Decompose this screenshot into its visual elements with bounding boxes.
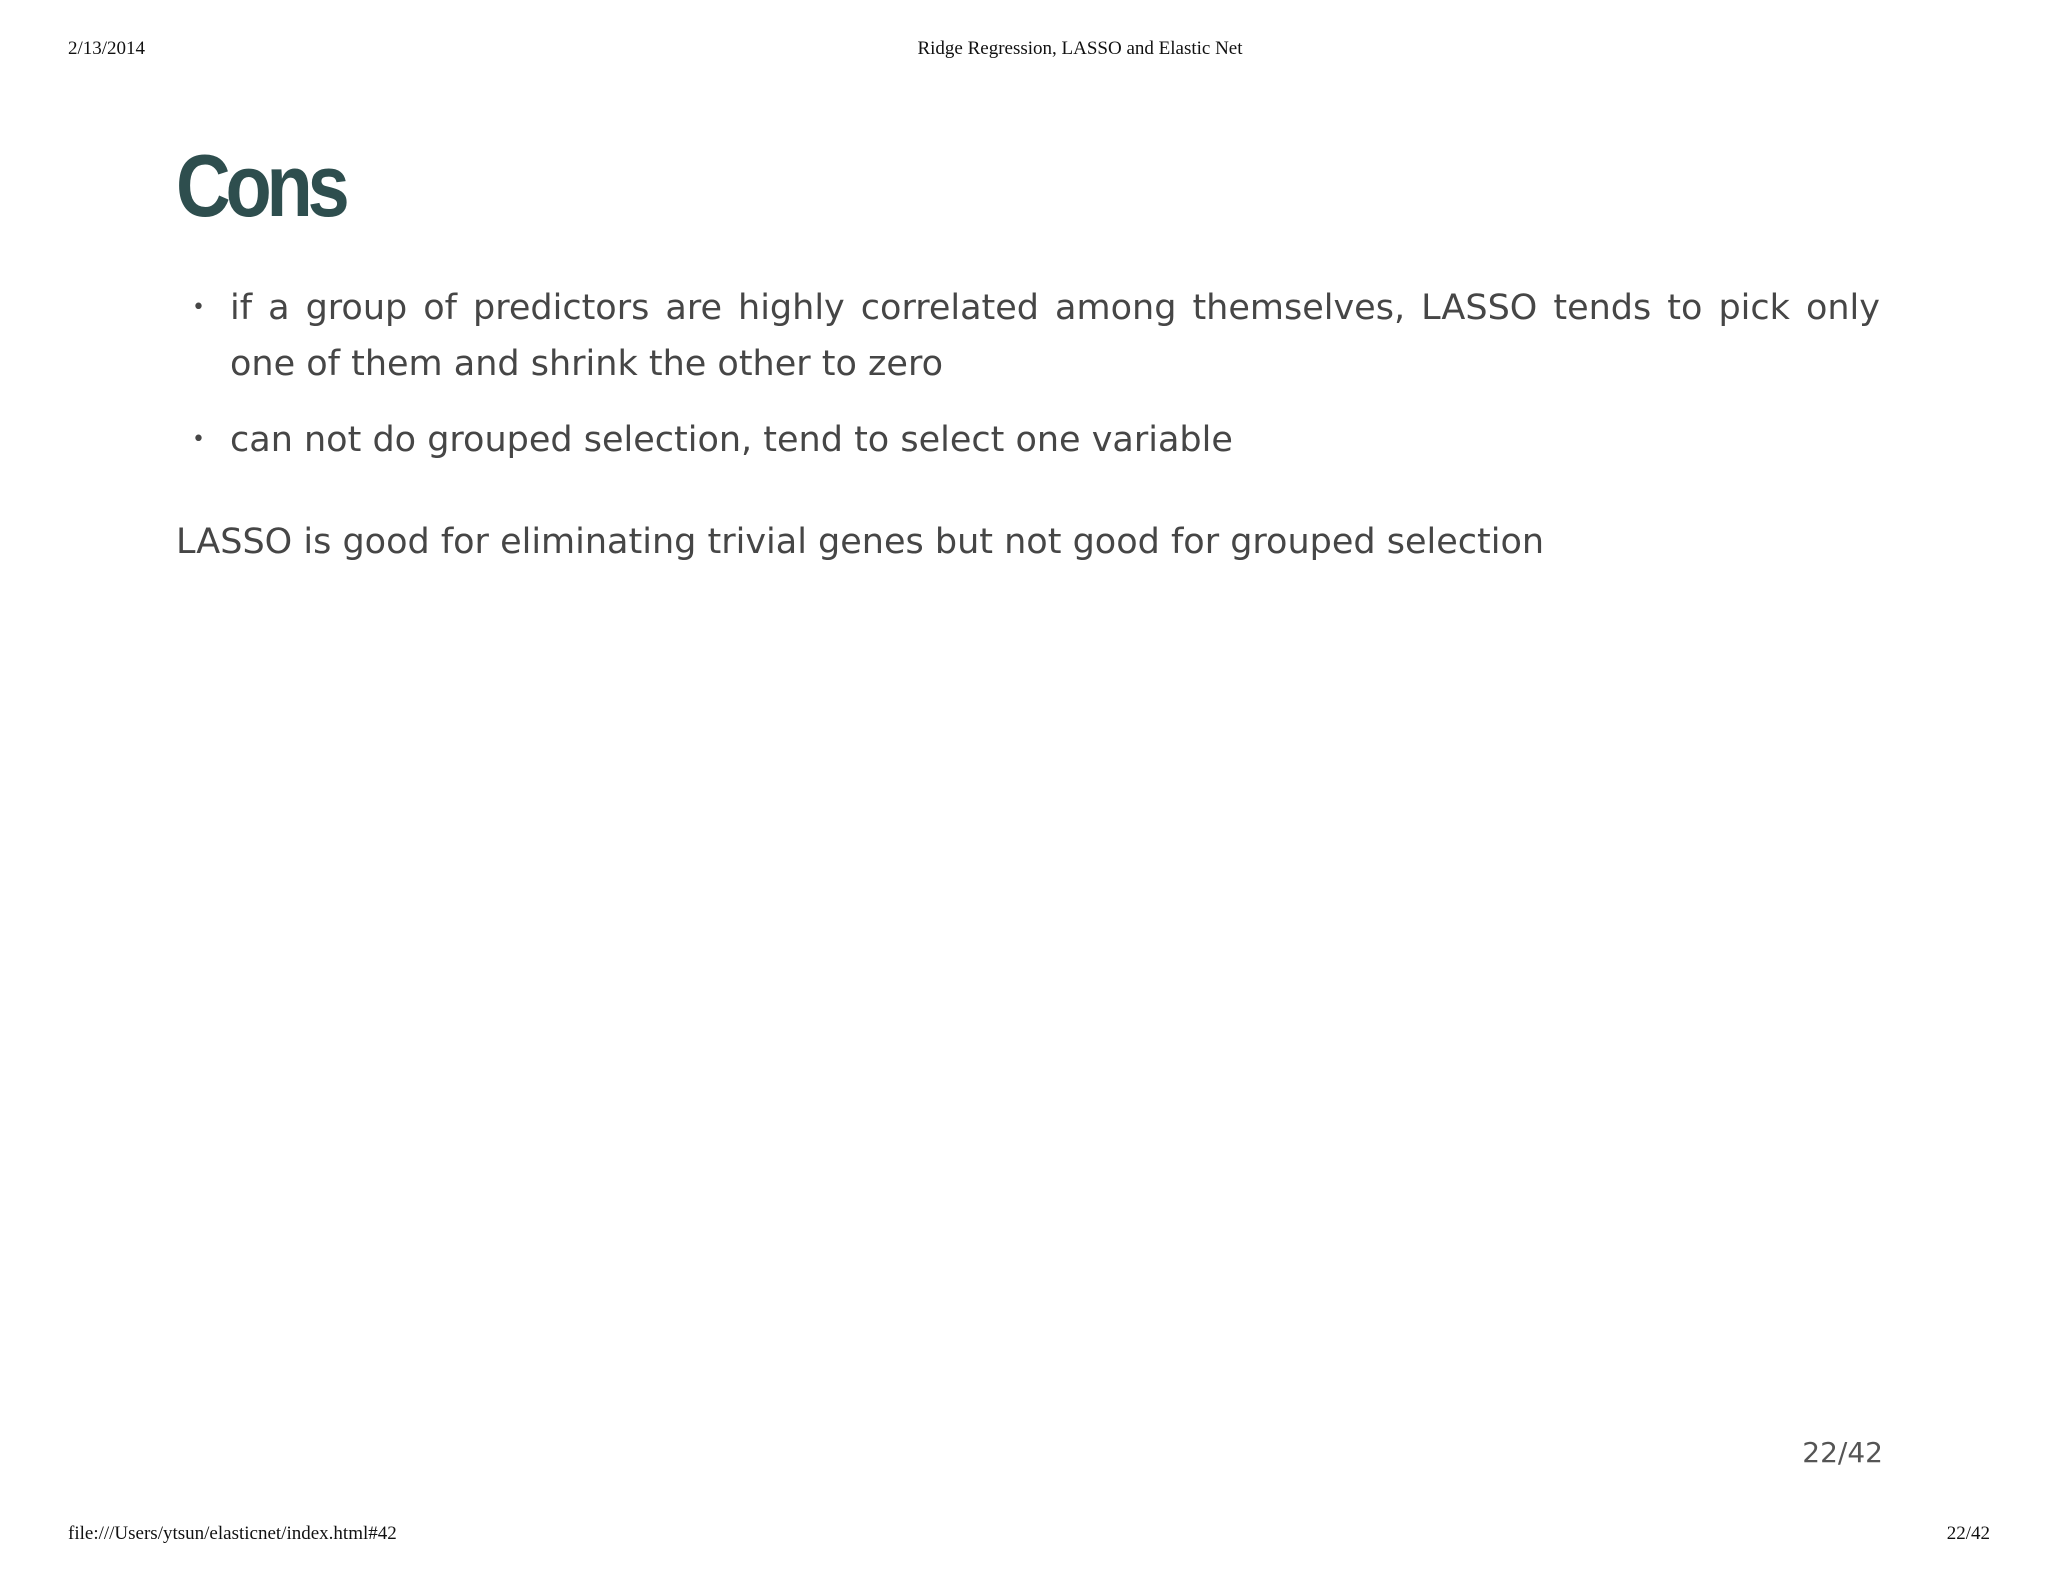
bullet-list — [176, 280, 1880, 488]
bullet-dot-icon: • — [192, 427, 205, 452]
bullet-text: can not do grouped selection, tend to select one variable — [230, 420, 1233, 460]
print-page-number: 22/42 — [1946, 1523, 1990, 1544]
print-date: 2/13/2014 — [68, 38, 146, 59]
summary-note: LASSO is good for eliminating trivial genes but not good for grouped selection — [176, 522, 1545, 562]
print-document-title: Ridge Regression, LASSO and Elastic Net — [917, 38, 1243, 59]
bullet-text: if a group of predictors are highly correlated among themselves, LASSO tends to pick only one of them and shrink the other to zero — [230, 288, 1880, 384]
slide-title: Cons — [176, 136, 345, 235]
bullet-item — [176, 412, 1880, 468]
bullet-dot-icon: • — [192, 295, 205, 320]
print-url[interactable]: file:///Users/ytsun/elasticnet/index.html#42 — [68, 1523, 397, 1544]
bullet-item — [176, 280, 1880, 392]
slide-number: 22/42 — [1802, 1436, 1883, 1469]
